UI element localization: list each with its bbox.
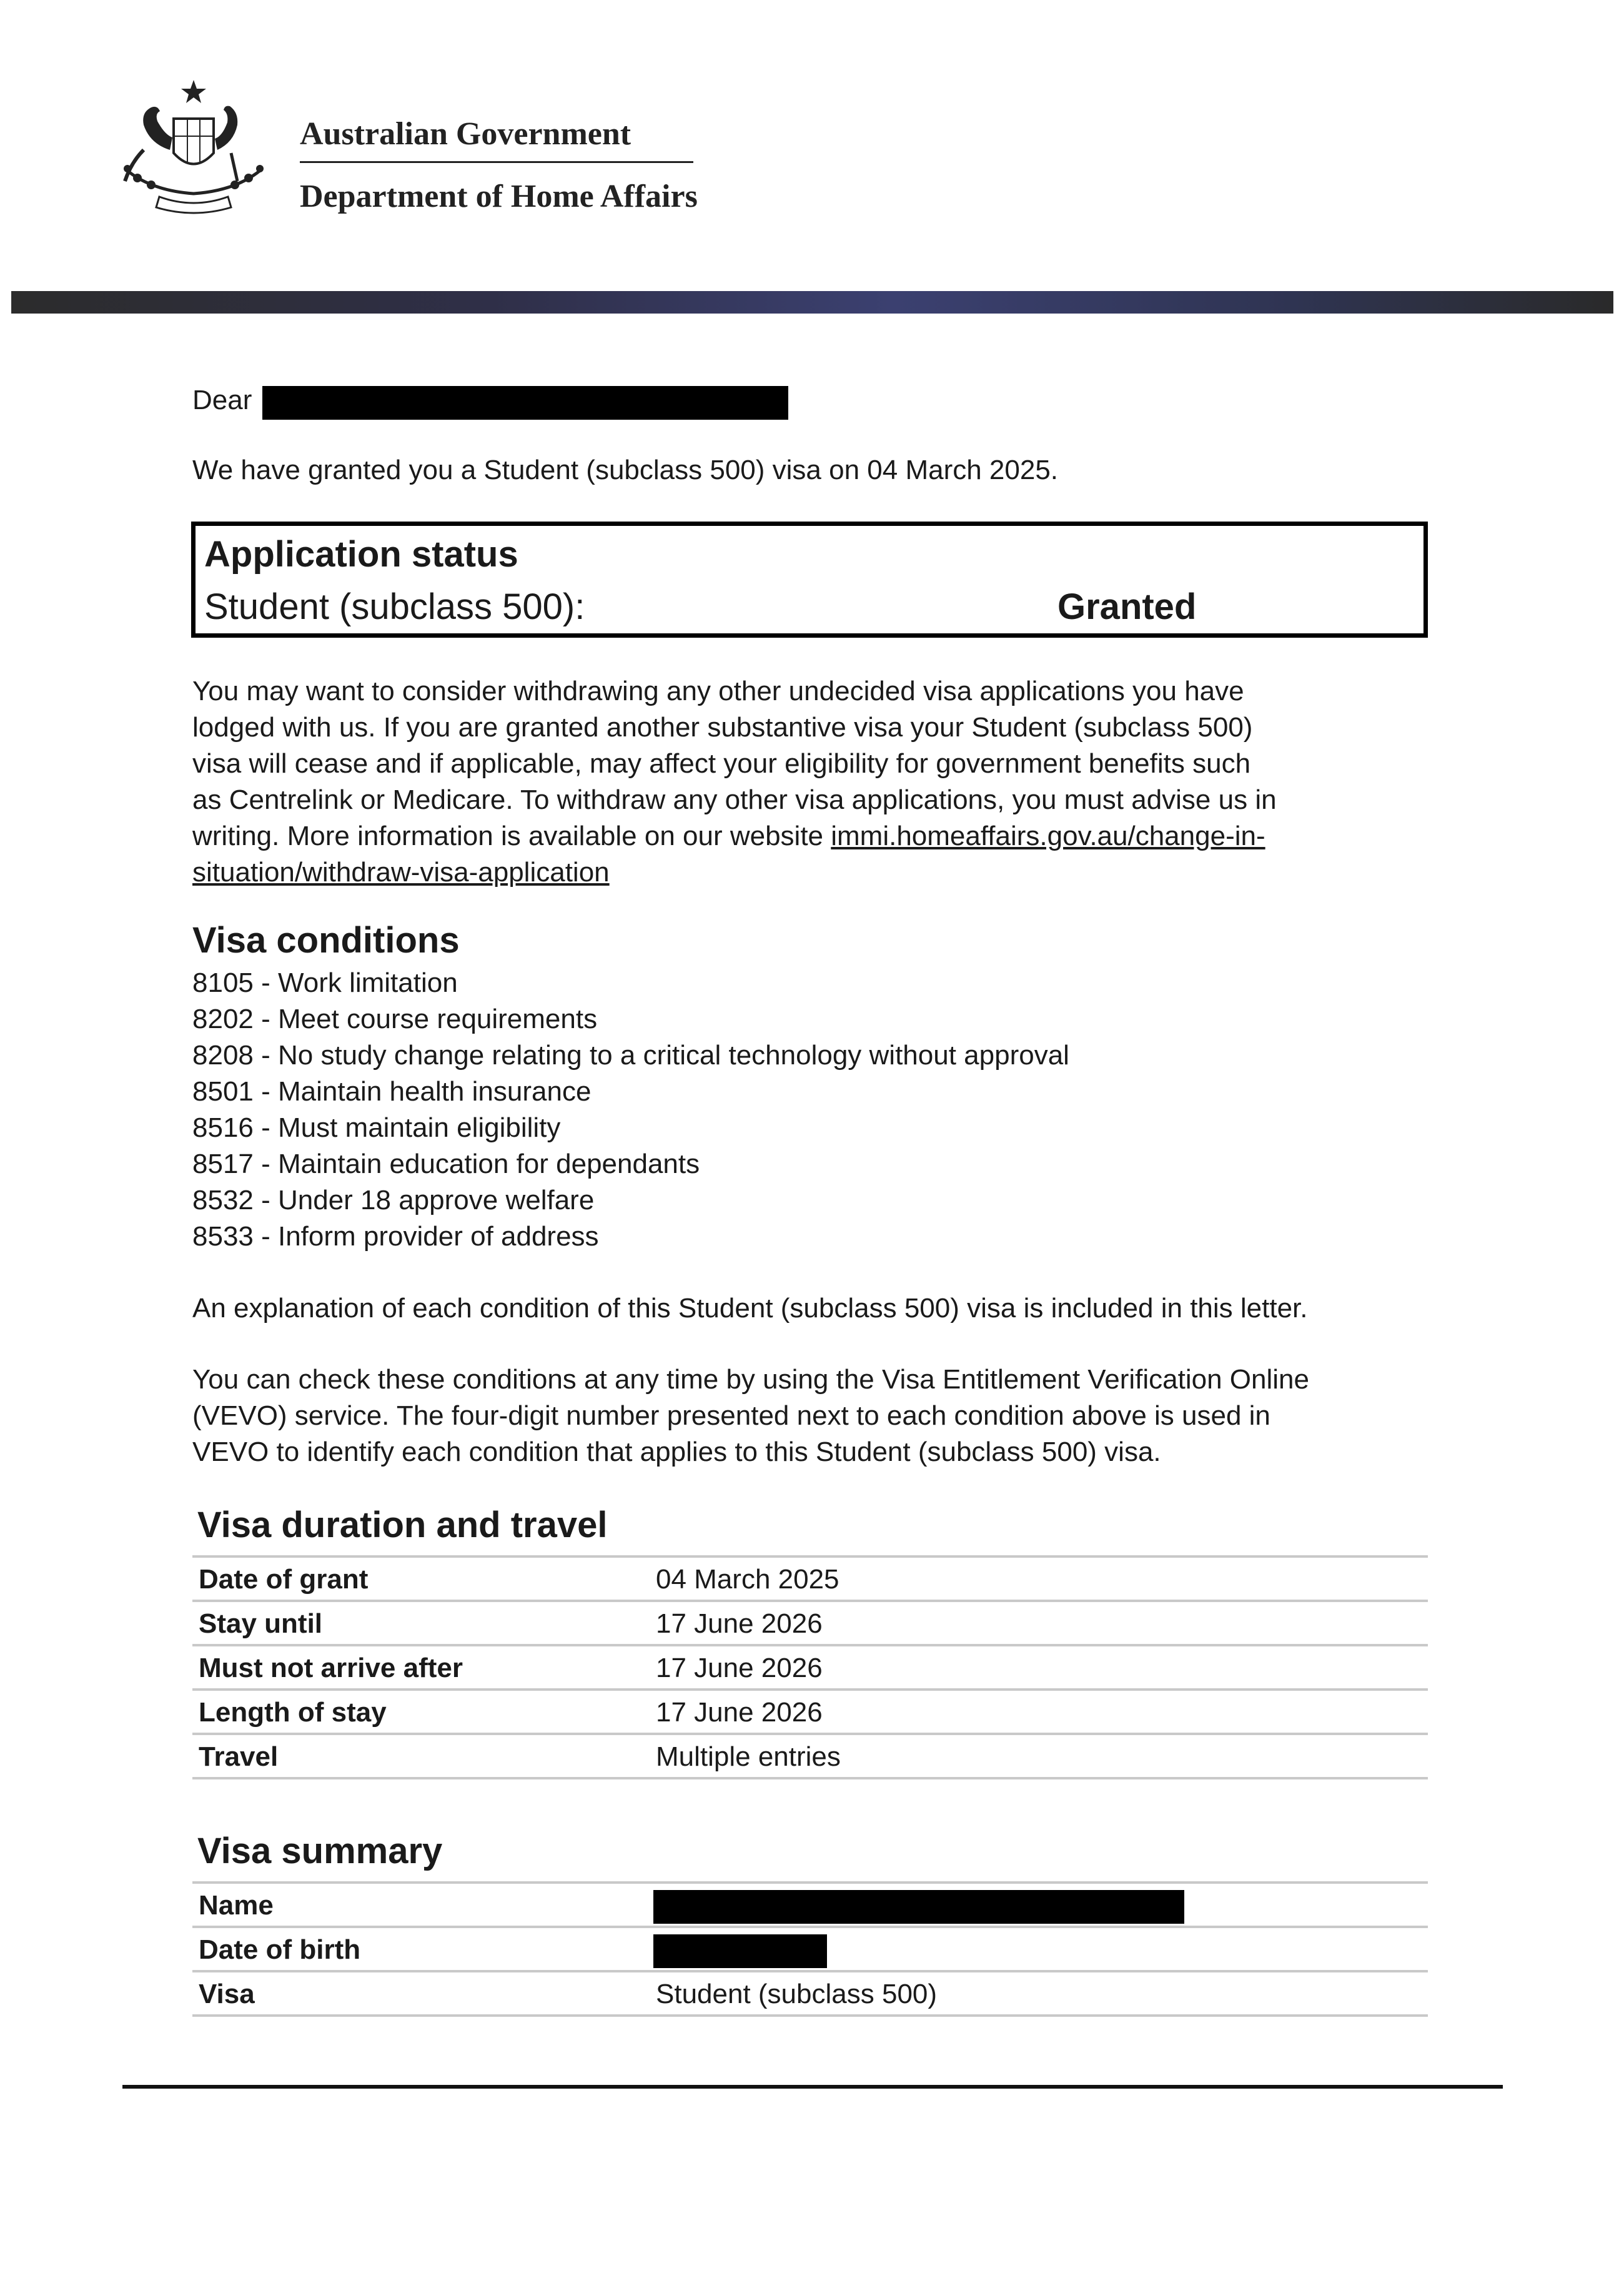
row-label: Travel [199,1741,279,1772]
salutation: Dear [192,385,252,415]
condition-item: 8532 - Under 18 approve welfare [192,1185,595,1215]
withdraw-visa-link[interactable]: situation/withdraw-visa-application [192,857,610,888]
withdraw-line [192,818,1442,854]
redacted-recipient-name [262,386,788,420]
header-divider [300,161,693,163]
row-label: Stay until [199,1608,323,1639]
row-label: Visa [199,1979,255,2009]
vevo-line: VEVO to identify each condition that applies to this Student (subclass 500) visa. [192,1437,1161,1467]
visa-duration-table [192,1555,1428,1779]
withdraw-line-text: writing. More information is available on our website [192,821,831,851]
row-value: 17 June 2026 [656,1608,823,1639]
status-value: Granted [1057,586,1197,627]
visa-summary-table [192,1881,1428,2017]
row-value: Multiple entries [656,1741,841,1772]
visa-duration-title: Visa duration and travel [197,1505,608,1545]
row-label: Date of grant [199,1564,369,1595]
condition-item: 8517 - Maintain education for dependants [192,1149,700,1179]
department-title: Department of Home Affairs [300,179,698,214]
table-row [192,1688,1428,1733]
status-heading: Application status [204,534,518,575]
conditions-explanation: An explanation of each condition of this Student (subclass 500) visa is included in this letter. [192,1293,1308,1324]
vevo-line: You can check these conditions at any time by using the Visa Entitlement Verification Online [192,1364,1309,1395]
footer-divider [122,2085,1503,2089]
row-value: 17 June 2026 [656,1653,823,1683]
vevo-paragraph [192,1362,1442,1470]
withdraw-line: as Centrelink or Medicare. To withdraw any other visa applications, you must advise us in [192,784,1277,815]
table-row [192,1970,1428,2017]
visa-conditions-list [192,965,1069,1255]
table-row [192,1926,1428,1970]
condition-item: 8208 - No study change relating to a critical technology without approval [192,1040,1069,1071]
visa-conditions-title: Visa conditions [192,920,460,961]
withdraw-visa-link[interactable]: immi.homeaffairs.gov.au/change-in- [831,821,1265,851]
table-row [192,1644,1428,1688]
row-value: 17 June 2026 [656,1697,823,1728]
condition-item: 8202 - Meet course requirements [192,1004,598,1034]
row-value: 04 March 2025 [656,1564,839,1595]
grant-intro: We have granted you a Student (subclass 500) visa on 04 March 2025. [192,455,1059,485]
header-band [11,291,1613,314]
condition-item: 8105 - Work limitation [192,967,458,998]
government-title: Australian Government [300,116,631,152]
table-row [192,1881,1428,1926]
row-label: Name [199,1890,274,1921]
vevo-line: (VEVO) service. The four-digit number presented next to each condition above is used in [192,1400,1270,1431]
withdraw-line [192,854,1442,891]
condition-item: 8501 - Maintain health insurance [192,1076,592,1107]
coat-of-arms-icon [100,75,287,219]
table-row [192,1600,1428,1644]
application-status-box [191,522,1428,638]
row-label: Date of birth [199,1934,361,1965]
withdraw-line: lodged with us. If you are granted another substantive visa your Student (subclass 500) [192,712,1253,743]
redacted-date-of-birth [653,1934,827,1968]
withdraw-paragraph [192,673,1442,891]
condition-item: 8533 - Inform provider of address [192,1221,599,1252]
row-label: Must not arrive after [199,1653,463,1683]
table-row [192,1733,1428,1779]
row-value: Student (subclass 500) [656,1979,938,2009]
redacted-name [653,1890,1184,1924]
withdraw-line: You may want to consider withdrawing any other undecided visa applications you have [192,676,1244,706]
condition-item: 8516 - Must maintain eligibility [192,1112,561,1143]
visa-summary-title: Visa summary [197,1831,443,1871]
withdraw-line: visa will cease and if applicable, may affect your eligibility for government benefits such [192,748,1251,779]
status-visa-label: Student (subclass 500): [204,586,585,627]
table-row [192,1555,1428,1600]
row-label: Length of stay [199,1697,387,1728]
